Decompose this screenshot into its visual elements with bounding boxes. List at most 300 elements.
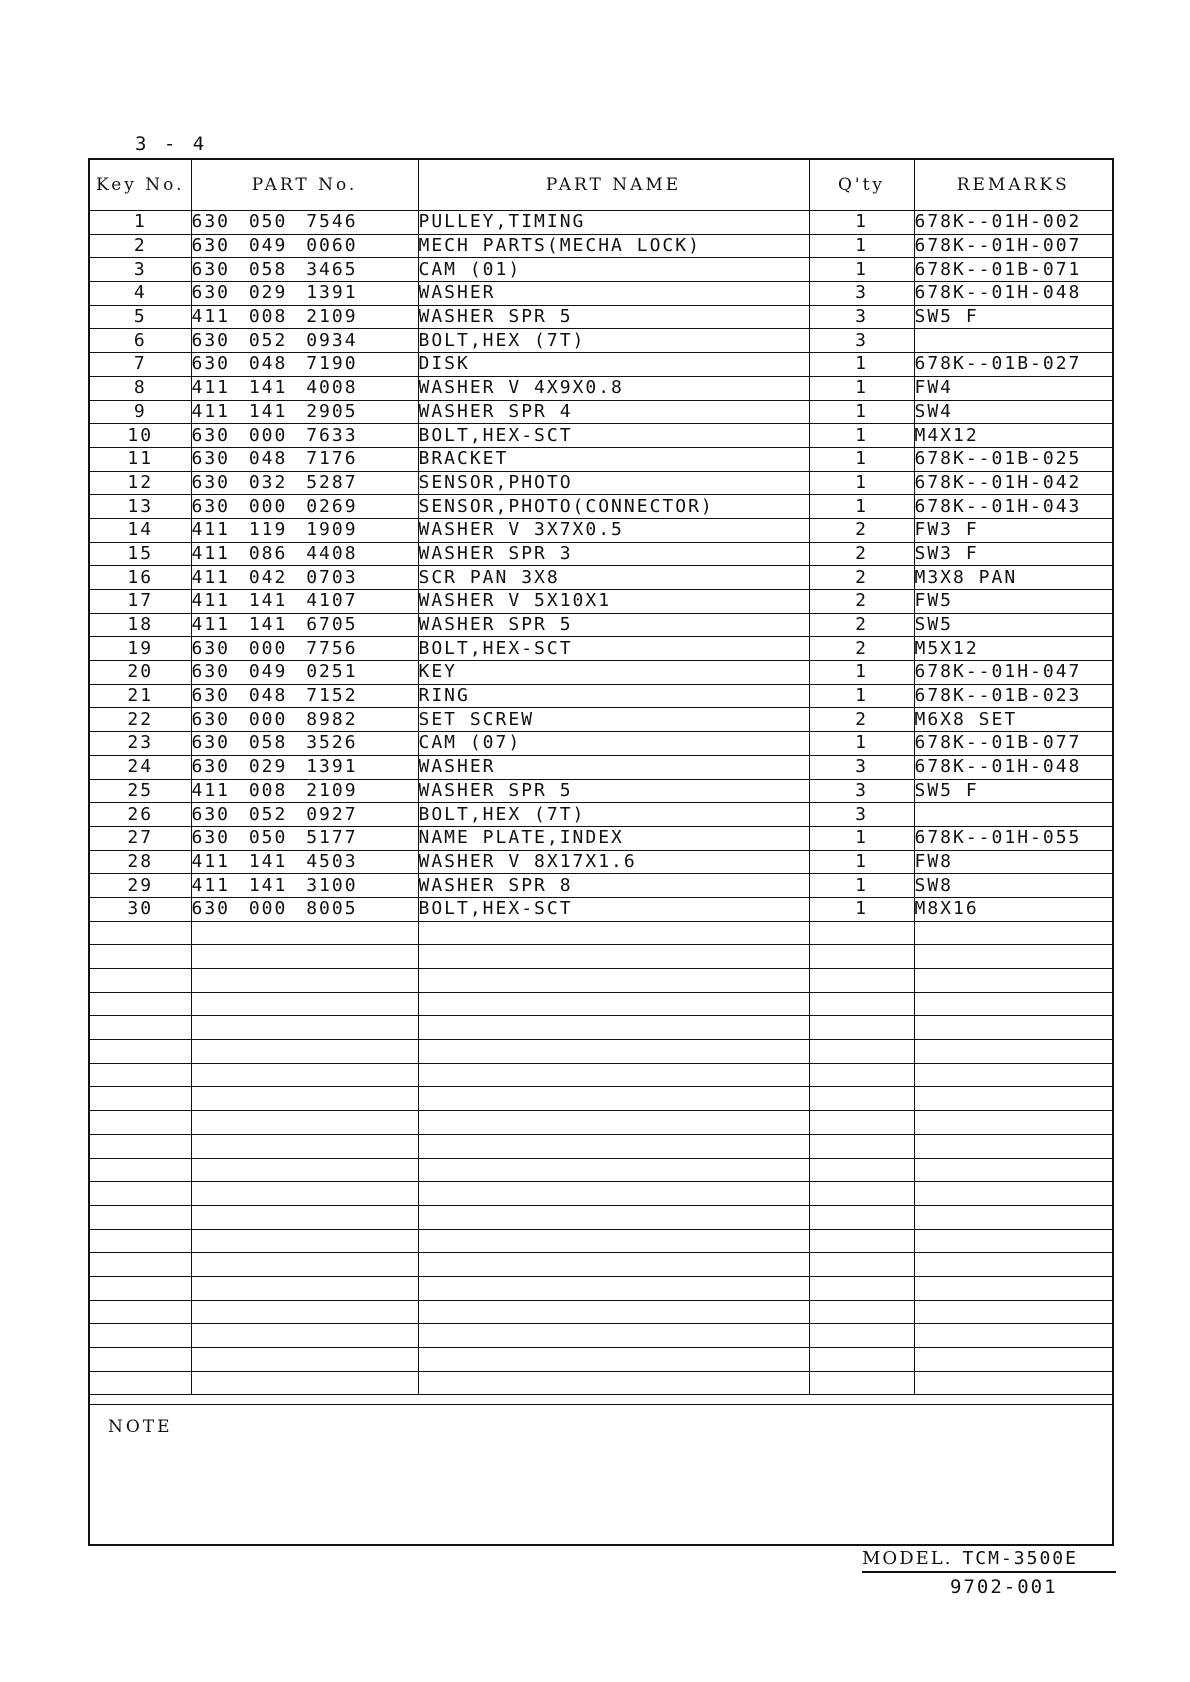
remarks-cell: M6X8 SET	[914, 708, 1112, 732]
qty-cell: 1	[809, 234, 914, 258]
part-name-cell: CAM (01)	[418, 258, 809, 282]
key-no-cell: 11	[90, 447, 191, 471]
part-name-cell: WASHER V 3X7X0.5	[418, 518, 809, 542]
remarks-cell: M3X8 PAN	[914, 566, 1112, 590]
header-key-no: Key No.	[90, 160, 191, 211]
remarks-cell: 678K--01B-027	[914, 353, 1112, 377]
document-code: 9702-001	[950, 1576, 1058, 1598]
remarks-cell	[914, 1229, 1112, 1253]
qty-cell	[809, 1324, 914, 1348]
qty-cell	[809, 1348, 914, 1372]
part-no-cell	[191, 1134, 418, 1158]
table-row	[90, 732, 1112, 756]
remarks-cell	[914, 1111, 1112, 1135]
empty-table-row	[90, 1300, 1112, 1324]
qty-cell	[809, 1111, 914, 1135]
part-no-cell	[191, 1111, 418, 1135]
key-no-cell	[90, 1300, 191, 1324]
qty-cell: 1	[809, 495, 914, 519]
part-no-cell	[191, 921, 418, 945]
remarks-cell: SW4	[914, 400, 1112, 424]
remarks-cell: M8X16	[914, 897, 1112, 921]
qty-cell: 2	[809, 566, 914, 590]
key-no-cell	[90, 1348, 191, 1372]
qty-cell: 1	[809, 400, 914, 424]
part-name-cell	[418, 1324, 809, 1348]
empty-table-row	[90, 1182, 1112, 1206]
part-name-cell	[418, 1040, 809, 1064]
parts-table-body	[90, 211, 1112, 1395]
empty-table-row	[90, 1134, 1112, 1158]
remarks-cell: 678K--01H-047	[914, 661, 1112, 685]
empty-table-row	[90, 1229, 1112, 1253]
part-name-cell: SCR PAN 3X8	[418, 566, 809, 590]
remarks-cell	[914, 1016, 1112, 1040]
remarks-cell: 678K--01B-025	[914, 447, 1112, 471]
key-no-cell	[90, 1253, 191, 1277]
header-part-name: PART NAME	[418, 160, 809, 211]
key-no-cell: 2	[90, 234, 191, 258]
remarks-cell: M4X12	[914, 424, 1112, 448]
qty-cell: 3	[809, 803, 914, 827]
table-row	[90, 779, 1112, 803]
part-no-cell: 630 048 7176	[191, 447, 418, 471]
remarks-cell: FW5	[914, 590, 1112, 614]
key-no-cell	[90, 1158, 191, 1182]
remarks-cell: 678K--01H-048	[914, 755, 1112, 779]
qty-cell	[809, 1040, 914, 1064]
table-row	[90, 850, 1112, 874]
qty-cell	[809, 921, 914, 945]
qty-cell: 1	[809, 211, 914, 235]
table-row	[90, 234, 1112, 258]
part-name-cell: WASHER	[418, 755, 809, 779]
part-no-cell: 630 029 1391	[191, 282, 418, 306]
qty-cell: 2	[809, 708, 914, 732]
part-name-cell	[418, 1182, 809, 1206]
table-row	[90, 447, 1112, 471]
key-no-cell	[90, 945, 191, 969]
table-header-row	[90, 160, 1112, 211]
remarks-cell: 678K--01H-055	[914, 826, 1112, 850]
empty-table-row	[90, 1063, 1112, 1087]
remarks-cell: 678K--01B-071	[914, 258, 1112, 282]
qty-cell: 1	[809, 353, 914, 377]
qty-cell: 2	[809, 637, 914, 661]
key-no-cell: 3	[90, 258, 191, 282]
remarks-cell: M5X12	[914, 637, 1112, 661]
qty-cell: 2	[809, 613, 914, 637]
remarks-cell: 678K--01B-077	[914, 732, 1112, 756]
qty-cell: 1	[809, 732, 914, 756]
parts-list-frame	[88, 158, 1114, 1546]
part-name-cell: WASHER V 4X9X0.8	[418, 376, 809, 400]
remarks-cell	[914, 803, 1112, 827]
remarks-cell: 678K--01H-002	[914, 211, 1112, 235]
table-row	[90, 566, 1112, 590]
key-no-cell: 18	[90, 613, 191, 637]
part-no-cell: 630 029 1391	[191, 755, 418, 779]
key-no-cell: 24	[90, 755, 191, 779]
note-section	[90, 1404, 1112, 1544]
qty-cell	[809, 1300, 914, 1324]
qty-cell	[809, 1182, 914, 1206]
remarks-cell: SW5 F	[914, 779, 1112, 803]
part-name-cell	[418, 1348, 809, 1372]
part-name-cell: DISK	[418, 353, 809, 377]
part-name-cell: BOLT,HEX-SCT	[418, 637, 809, 661]
model-value: TCM-3500E	[962, 1548, 1078, 1569]
key-no-cell	[90, 1324, 191, 1348]
remarks-cell	[914, 1371, 1112, 1395]
part-name-cell: WASHER SPR 5	[418, 305, 809, 329]
empty-table-row	[90, 1253, 1112, 1277]
key-no-cell: 16	[90, 566, 191, 590]
key-no-cell: 9	[90, 400, 191, 424]
qty-cell: 1	[809, 661, 914, 685]
qty-cell	[809, 945, 914, 969]
part-name-cell: BOLT,HEX (7T)	[418, 803, 809, 827]
remarks-cell	[914, 1205, 1112, 1229]
qty-cell	[809, 1371, 914, 1395]
remarks-cell	[914, 969, 1112, 993]
part-no-cell	[191, 1300, 418, 1324]
table-row	[90, 424, 1112, 448]
key-no-cell	[90, 1229, 191, 1253]
part-no-cell	[191, 1348, 418, 1372]
remarks-cell	[914, 1324, 1112, 1348]
key-no-cell: 14	[90, 518, 191, 542]
part-no-cell: 411 141 4107	[191, 590, 418, 614]
part-name-cell: WASHER SPR 4	[418, 400, 809, 424]
key-no-cell: 20	[90, 661, 191, 685]
table-row	[90, 211, 1112, 235]
part-name-cell: WASHER SPR 3	[418, 542, 809, 566]
remarks-cell	[914, 945, 1112, 969]
key-no-cell: 1	[90, 211, 191, 235]
part-no-cell	[191, 1040, 418, 1064]
table-row	[90, 897, 1112, 921]
table-row	[90, 708, 1112, 732]
part-name-cell: KEY	[418, 661, 809, 685]
table-row	[90, 613, 1112, 637]
key-no-cell	[90, 1111, 191, 1135]
table-row	[90, 471, 1112, 495]
qty-cell: 3	[809, 779, 914, 803]
part-name-cell: RING	[418, 684, 809, 708]
empty-table-row	[90, 921, 1112, 945]
table-row	[90, 826, 1112, 850]
key-no-cell: 26	[90, 803, 191, 827]
part-name-cell: WASHER SPR 5	[418, 613, 809, 637]
qty-cell	[809, 1063, 914, 1087]
part-no-cell: 411 141 2905	[191, 400, 418, 424]
table-row	[90, 353, 1112, 377]
key-no-cell: 6	[90, 329, 191, 353]
table-row	[90, 684, 1112, 708]
part-no-cell: 411 086 4408	[191, 542, 418, 566]
table-row	[90, 542, 1112, 566]
part-name-cell: SENSOR,PHOTO(CONNECTOR)	[418, 495, 809, 519]
key-no-cell: 22	[90, 708, 191, 732]
remarks-cell	[914, 1182, 1112, 1206]
page-number: 3 - 4	[135, 133, 208, 155]
parts-table	[90, 160, 1112, 1395]
model-line	[862, 1548, 1116, 1573]
qty-cell: 2	[809, 590, 914, 614]
part-no-cell: 630 000 8005	[191, 897, 418, 921]
part-no-cell: 411 141 4503	[191, 850, 418, 874]
part-no-cell	[191, 1087, 418, 1111]
table-row	[90, 637, 1112, 661]
key-no-cell: 23	[90, 732, 191, 756]
qty-cell: 1	[809, 258, 914, 282]
remarks-cell: FW3 F	[914, 518, 1112, 542]
key-no-cell: 17	[90, 590, 191, 614]
qty-cell: 1	[809, 471, 914, 495]
qty-cell: 1	[809, 376, 914, 400]
table-row	[90, 305, 1112, 329]
part-no-cell	[191, 1229, 418, 1253]
part-no-cell	[191, 1182, 418, 1206]
remarks-cell: SW8	[914, 874, 1112, 898]
table-row	[90, 755, 1112, 779]
part-no-cell: 630 058 3465	[191, 258, 418, 282]
remarks-cell	[914, 1134, 1112, 1158]
qty-cell: 1	[809, 874, 914, 898]
qty-cell: 3	[809, 305, 914, 329]
empty-table-row	[90, 1348, 1112, 1372]
key-no-cell: 10	[90, 424, 191, 448]
qty-cell	[809, 1016, 914, 1040]
key-no-cell	[90, 992, 191, 1016]
part-no-cell	[191, 1324, 418, 1348]
qty-cell	[809, 1276, 914, 1300]
part-no-cell	[191, 1158, 418, 1182]
remarks-cell: FW8	[914, 850, 1112, 874]
qty-cell: 2	[809, 542, 914, 566]
key-no-cell: 19	[90, 637, 191, 661]
part-no-cell: 411 119 1909	[191, 518, 418, 542]
part-no-cell	[191, 992, 418, 1016]
qty-cell: 1	[809, 826, 914, 850]
part-name-cell	[418, 1111, 809, 1135]
key-no-cell	[90, 1087, 191, 1111]
remarks-cell	[914, 1253, 1112, 1277]
part-name-cell	[418, 945, 809, 969]
remarks-cell	[914, 992, 1112, 1016]
remarks-cell: SW3 F	[914, 542, 1112, 566]
part-name-cell: WASHER SPR 8	[418, 874, 809, 898]
part-no-cell	[191, 1276, 418, 1300]
part-name-cell	[418, 1205, 809, 1229]
part-name-cell	[418, 1063, 809, 1087]
key-no-cell: 8	[90, 376, 191, 400]
key-no-cell: 12	[90, 471, 191, 495]
table-row	[90, 258, 1112, 282]
empty-table-row	[90, 1324, 1112, 1348]
part-no-cell: 630 032 5287	[191, 471, 418, 495]
key-no-cell	[90, 1063, 191, 1087]
part-no-cell	[191, 1016, 418, 1040]
key-no-cell	[90, 1040, 191, 1064]
qty-cell: 1	[809, 447, 914, 471]
part-name-cell: SENSOR,PHOTO	[418, 471, 809, 495]
part-name-cell	[418, 921, 809, 945]
table-row	[90, 495, 1112, 519]
remarks-cell: 678K--01H-048	[914, 282, 1112, 306]
key-no-cell: 7	[90, 353, 191, 377]
remarks-cell	[914, 1348, 1112, 1372]
key-no-cell: 21	[90, 684, 191, 708]
part-no-cell: 411 042 0703	[191, 566, 418, 590]
qty-cell: 1	[809, 684, 914, 708]
empty-table-row	[90, 1158, 1112, 1182]
part-name-cell: BOLT,HEX (7T)	[418, 329, 809, 353]
qty-cell: 1	[809, 850, 914, 874]
table-row	[90, 282, 1112, 306]
part-no-cell: 630 049 0060	[191, 234, 418, 258]
part-name-cell: MECH PARTS(MECHA LOCK)	[418, 234, 809, 258]
qty-cell	[809, 1253, 914, 1277]
table-row	[90, 329, 1112, 353]
note-label: NOTE	[108, 1417, 173, 1437]
empty-table-row	[90, 1040, 1112, 1064]
part-name-cell	[418, 1134, 809, 1158]
remarks-cell	[914, 1040, 1112, 1064]
part-name-cell: BOLT,HEX-SCT	[418, 424, 809, 448]
qty-cell: 1	[809, 424, 914, 448]
part-no-cell: 630 000 8982	[191, 708, 418, 732]
part-no-cell: 411 008 2109	[191, 305, 418, 329]
table-row	[90, 661, 1112, 685]
remarks-cell	[914, 1063, 1112, 1087]
key-no-cell	[90, 1016, 191, 1040]
key-no-cell	[90, 921, 191, 945]
part-no-cell	[191, 1371, 418, 1395]
key-no-cell: 30	[90, 897, 191, 921]
part-no-cell: 630 050 5177	[191, 826, 418, 850]
qty-cell: 2	[809, 518, 914, 542]
key-no-cell: 27	[90, 826, 191, 850]
empty-table-row	[90, 945, 1112, 969]
empty-table-row	[90, 1371, 1112, 1395]
part-name-cell: CAM (07)	[418, 732, 809, 756]
remarks-cell: 678K--01B-023	[914, 684, 1112, 708]
part-no-cell	[191, 1205, 418, 1229]
part-name-cell: WASHER V 8X17X1.6	[418, 850, 809, 874]
key-no-cell: 28	[90, 850, 191, 874]
key-no-cell: 25	[90, 779, 191, 803]
qty-cell	[809, 969, 914, 993]
empty-table-row	[90, 992, 1112, 1016]
remarks-cell	[914, 1276, 1112, 1300]
header-qty: Q'ty	[809, 160, 914, 211]
part-name-cell	[418, 1087, 809, 1111]
part-name-cell	[418, 1229, 809, 1253]
remarks-cell	[914, 1300, 1112, 1324]
header-remarks: REMARKS	[914, 160, 1112, 211]
part-name-cell: BOLT,HEX-SCT	[418, 897, 809, 921]
qty-cell: 3	[809, 282, 914, 306]
part-no-cell: 630 000 7633	[191, 424, 418, 448]
part-name-cell	[418, 1371, 809, 1395]
part-name-cell	[418, 1016, 809, 1040]
qty-cell	[809, 1087, 914, 1111]
part-no-cell: 411 141 3100	[191, 874, 418, 898]
part-name-cell	[418, 969, 809, 993]
key-no-cell	[90, 1205, 191, 1229]
part-name-cell	[418, 1158, 809, 1182]
qty-cell: 1	[809, 897, 914, 921]
remarks-cell	[914, 921, 1112, 945]
key-no-cell	[90, 1134, 191, 1158]
remarks-cell: 678K--01H-007	[914, 234, 1112, 258]
key-no-cell	[90, 969, 191, 993]
key-no-cell	[90, 1182, 191, 1206]
key-no-cell: 13	[90, 495, 191, 519]
remarks-cell: 678K--01H-042	[914, 471, 1112, 495]
empty-table-row	[90, 1111, 1112, 1135]
table-row	[90, 590, 1112, 614]
table-row	[90, 400, 1112, 424]
empty-table-row	[90, 969, 1112, 993]
table-row	[90, 518, 1112, 542]
qty-cell	[809, 1134, 914, 1158]
model-label: MODEL.	[862, 1548, 953, 1569]
part-name-cell: NAME PLATE,INDEX	[418, 826, 809, 850]
part-no-cell: 630 000 0269	[191, 495, 418, 519]
part-name-cell: WASHER	[418, 282, 809, 306]
remarks-cell	[914, 1087, 1112, 1111]
key-no-cell: 29	[90, 874, 191, 898]
part-no-cell: 630 049 0251	[191, 661, 418, 685]
part-no-cell: 630 048 7190	[191, 353, 418, 377]
part-no-cell: 630 050 7546	[191, 211, 418, 235]
remarks-cell: FW4	[914, 376, 1112, 400]
part-no-cell: 630 052 0934	[191, 329, 418, 353]
part-no-cell: 630 048 7152	[191, 684, 418, 708]
part-name-cell: WASHER V 5X10X1	[418, 590, 809, 614]
key-no-cell: 15	[90, 542, 191, 566]
qty-cell: 3	[809, 755, 914, 779]
table-row	[90, 874, 1112, 898]
qty-cell: 3	[809, 329, 914, 353]
empty-table-row	[90, 1205, 1112, 1229]
key-no-cell: 4	[90, 282, 191, 306]
qty-cell	[809, 1205, 914, 1229]
table-row	[90, 376, 1112, 400]
remarks-cell: SW5 F	[914, 305, 1112, 329]
part-name-cell	[418, 1276, 809, 1300]
key-no-cell: 5	[90, 305, 191, 329]
remarks-cell: 678K--01H-043	[914, 495, 1112, 519]
empty-table-row	[90, 1016, 1112, 1040]
part-no-cell: 411 141 6705	[191, 613, 418, 637]
remarks-cell: SW5	[914, 613, 1112, 637]
part-name-cell	[418, 1300, 809, 1324]
empty-table-row	[90, 1087, 1112, 1111]
part-name-cell	[418, 1253, 809, 1277]
remarks-cell	[914, 329, 1112, 353]
part-no-cell: 411 141 4008	[191, 376, 418, 400]
part-no-cell: 411 008 2109	[191, 779, 418, 803]
qty-cell	[809, 992, 914, 1016]
table-row	[90, 803, 1112, 827]
part-name-cell: BRACKET	[418, 447, 809, 471]
empty-table-row	[90, 1276, 1112, 1300]
part-no-cell	[191, 1253, 418, 1277]
